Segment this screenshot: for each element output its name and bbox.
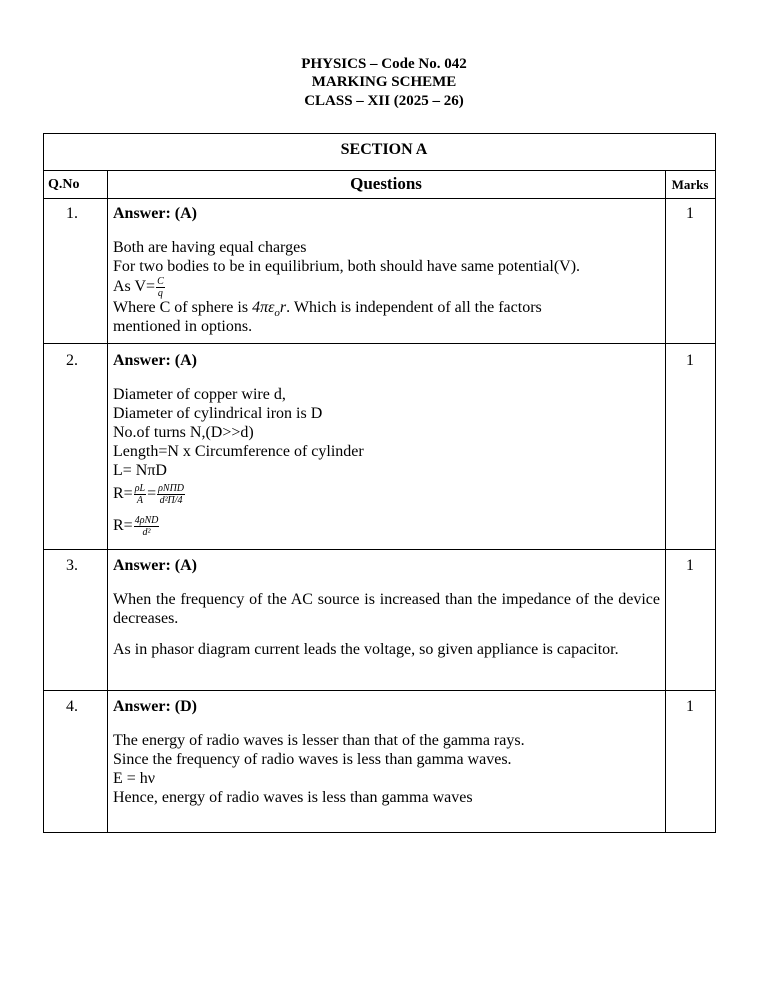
text-line: No.of turns N,(D>>d) (113, 424, 254, 441)
answer: Answer: (A) (113, 557, 197, 574)
formula: o (274, 307, 280, 320)
text-line: Where C of sphere is (113, 299, 253, 316)
text-line: Length=N x Circumference of cylinder (113, 443, 364, 460)
col-questions: Questions (350, 174, 422, 193)
col-qno: Q.No (48, 177, 80, 192)
doc-class: CLASS – XII (2025 – 26) (304, 93, 464, 109)
text-line: The energy of radio waves is lesser than that of the gamma rays. (113, 732, 525, 749)
text-line: As V= (113, 278, 156, 296)
divider (43, 549, 716, 550)
marks: 1 (686, 557, 694, 574)
section-title: SECTION A (340, 141, 428, 158)
divider (43, 198, 716, 199)
text-line: = (147, 485, 157, 503)
col-marks: Marks (671, 177, 709, 192)
formula: $\frac{C}{q}$ (157, 276, 164, 299)
text-line: Both are having equal charges (113, 239, 307, 256)
text-line: R= (113, 485, 133, 503)
text-line: L= NπD (113, 462, 167, 479)
qno: 2. (66, 352, 78, 369)
doc-title: PHYSICS – Code No. 042 (301, 56, 467, 72)
answer: Answer: (A) (113, 205, 197, 222)
text-line: E = hν (113, 770, 156, 787)
text-line: . Which is independent of all the factors (286, 299, 542, 316)
text-line: R= (113, 517, 133, 535)
formula: $\frac{\rho L}{A}$ (134, 483, 146, 506)
formula: 4πε (252, 299, 275, 316)
qno: 1. (66, 205, 78, 222)
marks: 1 (686, 205, 694, 222)
text-line: For two bodies to be in equilibrium, both should have same potential(V). (113, 258, 581, 275)
text-line: mentioned in options. (113, 318, 253, 335)
answer: Answer: (A) (113, 352, 197, 369)
text-line: When the frequency of the AC source is increased than the impedance of the device decreases. (113, 591, 660, 627)
marks: 1 (686, 698, 694, 715)
formula: $\frac{\text{ρNΠD}}{\text{d²Π/4}}$ (158, 483, 185, 506)
doc-subtitle: MARKING SCHEME (311, 74, 457, 90)
answer: Answer: (D) (113, 698, 197, 715)
formula: $\frac{\text{4ρND}}{\text{d²}}$ (134, 515, 159, 538)
text-line: Diameter of cylindrical iron is D (113, 405, 323, 422)
divider (43, 690, 716, 691)
formula: r (279, 299, 287, 316)
divider (107, 170, 108, 833)
divider (665, 170, 666, 833)
text-line: Since the frequency of radio waves is less than gamma waves. (113, 751, 512, 768)
text-line: Hence, energy of radio waves is less than gamma waves (113, 789, 473, 806)
marks: 1 (686, 352, 694, 369)
divider (43, 170, 716, 171)
text-line: Diameter of copper wire d, (113, 386, 286, 403)
text-line: As in phasor diagram current leads the voltage, so given appliance is capacitor. (113, 641, 619, 658)
divider (43, 343, 716, 344)
qno: 4. (66, 698, 78, 715)
qno: 3. (66, 557, 78, 574)
